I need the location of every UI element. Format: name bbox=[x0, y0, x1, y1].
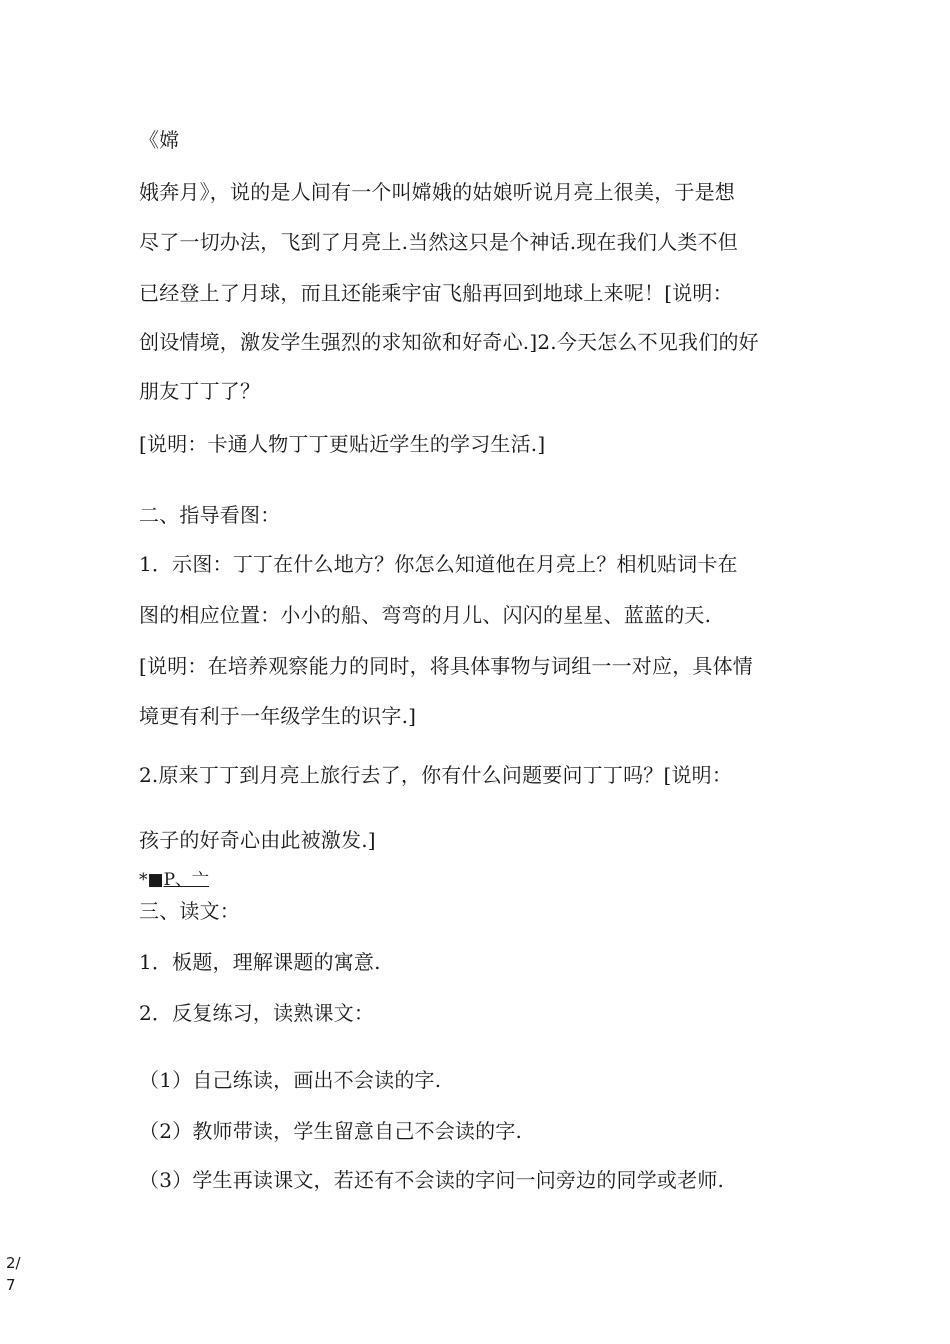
text-line: 《嫦 bbox=[139, 128, 180, 152]
text-line: 图的相应位置：小小的船、弯弯的月儿、闪闪的星星、蓝蓝的天. bbox=[139, 603, 712, 627]
text-line: 已经登上了月球，而且还能乘宇宙飞船再回到地球上来呢！[说明： bbox=[139, 281, 733, 305]
text-line: 尽了一切办法，飞到了月亮上.当然这只是个神话.现在我们人类不但 bbox=[139, 230, 738, 254]
text-line: 朋友丁丁了？ bbox=[139, 379, 261, 403]
list-item: （1）自己练读，画出不会读的字. bbox=[139, 1068, 442, 1092]
text-line: 创设情境，激发学生强烈的求知欲和好奇心.]2.今天怎么不见我们的好 bbox=[139, 330, 759, 354]
ocr-mark bbox=[139, 869, 209, 891]
text-line: 1．板题，理解课题的寓意. bbox=[139, 950, 381, 974]
text-line: 境更有利于一年级学生的识字.] bbox=[139, 704, 417, 728]
mark-prefix: *■ bbox=[139, 870, 164, 890]
page-number: 2/ bbox=[6, 1254, 21, 1272]
text-line: 1．示图：丁丁在什么地方？你怎么知道他在月亮上？相机贴词卡在 bbox=[139, 552, 738, 576]
text-line: 娥奔月》，说的是人间有一个叫嫦娥的姑娘听说月亮上很美，于是想 bbox=[139, 180, 735, 204]
mark-text: P、亠 bbox=[163, 870, 210, 890]
section-heading: 二、指导看图： bbox=[139, 503, 281, 527]
section-heading: 三、读文： bbox=[139, 899, 240, 923]
text-line: 孩子的好奇心由此被激发.] bbox=[139, 828, 376, 852]
text-line: [说明：在培养观察能力的同时，将具体事物与词组一一对应，具体情 bbox=[139, 654, 754, 678]
text-line: 2．反复练习，读熟课文： bbox=[139, 1001, 375, 1025]
list-item: （3）学生再读课文，若还有不会读的字问一问旁边的同学或老师. bbox=[139, 1168, 725, 1192]
text-line: 2.原来丁丁到月亮上旅行去了，你有什么问题要问丁丁吗？[说明： bbox=[139, 763, 733, 787]
list-item: （2）教师带读，学生留意自己不会读的字. bbox=[139, 1119, 523, 1143]
page-number-total: 7 bbox=[6, 1276, 16, 1294]
text-line: [说明：卡通人物丁丁更贴近学生的学习生活.] bbox=[139, 432, 546, 456]
